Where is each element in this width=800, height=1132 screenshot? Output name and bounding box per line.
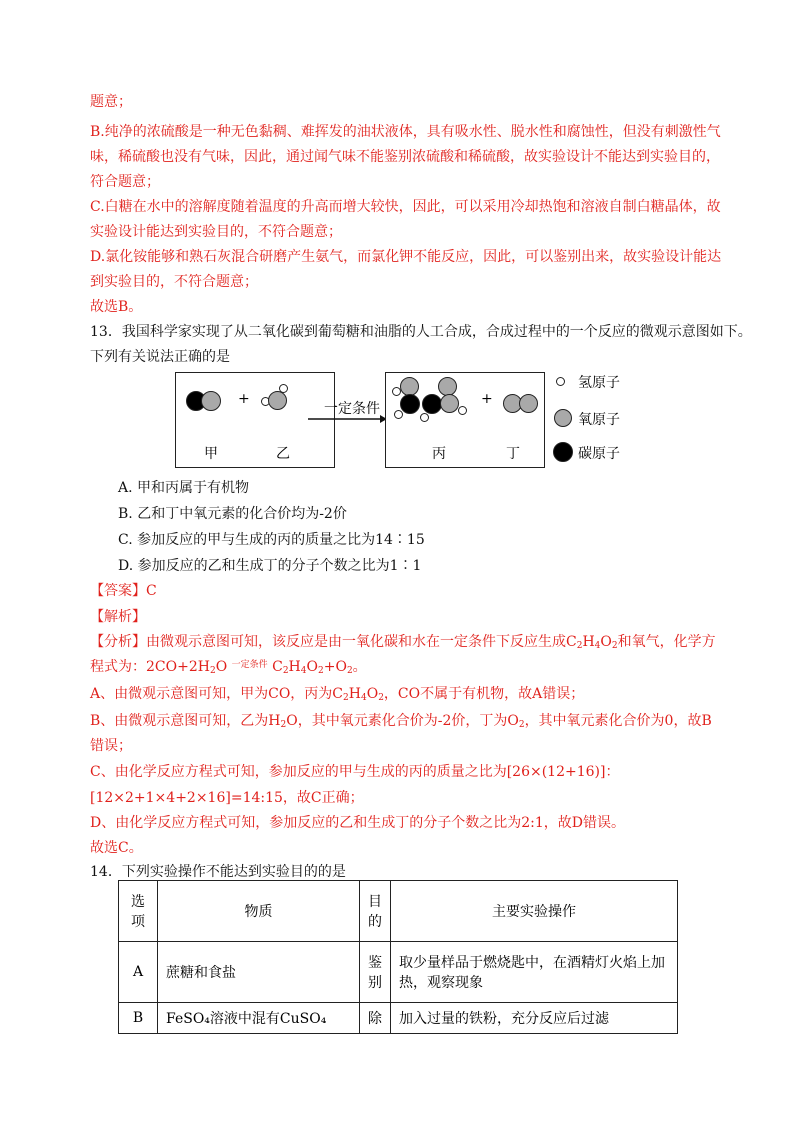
row-option: B bbox=[119, 1003, 158, 1034]
analysis-title: 【解析】 bbox=[90, 609, 146, 625]
oxygen-atom bbox=[519, 394, 538, 413]
row-purpose: 除 bbox=[360, 1003, 391, 1034]
row-operation: 取少量样品于燃烧匙中，在酒精灯火焰上加热，观察现象 bbox=[391, 942, 678, 1003]
option-d: D. 参加反应的乙和生成丁的分子个数之比为1∶1 bbox=[118, 558, 422, 574]
carbon-atom bbox=[422, 394, 442, 414]
hydrogen-atom bbox=[420, 413, 429, 422]
legend-hydrogen: 氢原子 bbox=[578, 375, 620, 391]
plus-sign: + bbox=[481, 391, 493, 407]
carbon-legend-icon bbox=[553, 442, 573, 462]
analysis-line: 【分析】由微观示意图可知，该反应是由一氧化碳和水在一定条件下反应生成$C_2H_4O_2$和氧气，化学方 bbox=[90, 634, 716, 651]
header-purpose: 目的 bbox=[360, 881, 391, 942]
row-purpose: 鉴别 bbox=[360, 942, 391, 1003]
question-13-stem-2: 下列有关说法正确的是 bbox=[90, 349, 230, 365]
analysis-c: C、由化学反应方程式可知，参加反应的甲与生成的丙的质量之比为[26×(12+16)]： bbox=[90, 764, 620, 780]
explanation-line: B.纯净的浓硫酸是一种无色黏稠、难挥发的油状液体，具有吸水性、脱水性和腐蚀性，但没有刺激性气 bbox=[90, 124, 721, 140]
analysis-a: A、由微观示意图可知，甲为CO，丙为$C_2H_4O_2$，CO不属于有机物，故A错误； bbox=[90, 686, 585, 703]
table-header-row bbox=[119, 881, 678, 942]
analysis-equation: 程式为：$2CO+2H_2O$ $^{一定条件}$ $C_2H_4O_2+O_2$。 bbox=[90, 659, 367, 676]
legend-carbon: 碳原子 bbox=[578, 446, 620, 462]
analysis-d: D、由化学反应方程式可知，参加反应的乙和生成丁的分子个数之比为2:1，故D错误。 bbox=[90, 815, 625, 831]
option-b: B. 乙和丁中氧元素的化合价均为-2价 bbox=[118, 506, 347, 522]
oxygen-legend-icon bbox=[554, 409, 572, 427]
conclusion: 故选C。 bbox=[90, 840, 143, 856]
condition-label: 一定条件 bbox=[324, 401, 380, 417]
label-bing: 丙 bbox=[432, 446, 446, 462]
row-substance: FeSO₄溶液中混有CuSO₄ bbox=[158, 1003, 360, 1034]
reaction-arrow-icon bbox=[308, 414, 388, 424]
carbon-atom bbox=[400, 394, 420, 414]
hydrogen-atom bbox=[458, 406, 467, 415]
table-row bbox=[119, 1003, 678, 1034]
explanation-line: 符合题意； bbox=[90, 174, 160, 190]
question-13-stem: 13．我国科学家实现了从二氧化碳到葡萄糖和油脂的人工合成，合成过程中的一个反应的微观示意图如下。 bbox=[90, 324, 752, 340]
oxygen-atom bbox=[268, 391, 287, 410]
label-ding: 丁 bbox=[506, 446, 520, 462]
experiment-table bbox=[118, 880, 678, 1034]
option-a: A. 甲和丙属于有机物 bbox=[118, 480, 250, 496]
explanation-line: C.白糖在水中的溶解度随着温度的升高而增大较快，因此，可以采用冷却热饱和溶液自制白糖晶体，故 bbox=[90, 199, 721, 215]
analysis-b: B、由微观示意图可知，乙为$H_2O$，其中氧元素化合价为-2价，丁为$O_2$，其中氧元素化合价为0，故B bbox=[90, 713, 712, 730]
hydrogen-legend-icon bbox=[556, 377, 565, 386]
label-jia: 甲 bbox=[204, 446, 218, 462]
label-yi: 乙 bbox=[276, 446, 290, 462]
oxygen-atom bbox=[201, 391, 221, 411]
explanation-line: 到实验目的，不符合题意； bbox=[90, 274, 258, 290]
row-operation: 加入过量的铁粉，充分反应后过滤 bbox=[391, 1003, 678, 1034]
products-box bbox=[385, 372, 545, 468]
analysis-b-cont: 错误； bbox=[90, 738, 132, 754]
header-option: 选项 bbox=[119, 881, 158, 942]
option-c: C. 参加反应的甲与生成的丙的质量之比为14∶15 bbox=[118, 532, 425, 548]
question-14-stem: 14．下列实验操作不能达到实验目的的是 bbox=[90, 864, 346, 880]
explanation-line: 题意； bbox=[90, 94, 132, 110]
explanation-line: 味，稀硫酸也没有气味，因此，通过闻气味不能鉴别浓硫酸和稀硫酸，故实验设计不能达到实验目的， bbox=[90, 149, 720, 165]
explanation-line: D.氯化铵能够和熟石灰混合研磨产生氨气，而氯化钾不能反应，因此，可以鉴别出来，故实验设计能达 bbox=[90, 249, 722, 265]
answer: 【答案】C bbox=[90, 583, 157, 599]
hydrogen-atom bbox=[279, 384, 288, 393]
row-option: A bbox=[119, 942, 158, 1003]
explanation-line: 实验设计能达到实验目的，不符合题意； bbox=[90, 224, 342, 240]
explanation-line: 故选B。 bbox=[90, 299, 143, 315]
header-operation: 主要实验操作 bbox=[391, 881, 678, 942]
oxygen-atom bbox=[440, 394, 459, 413]
row-substance: 蔗糖和食盐 bbox=[158, 942, 360, 1003]
table-row bbox=[119, 942, 678, 1003]
hydrogen-atom bbox=[394, 410, 403, 419]
plus-sign: + bbox=[238, 391, 250, 407]
analysis-c-cont: [12×2+1×4+2×16]=14:15，故C正确； bbox=[90, 790, 364, 806]
header-substance: 物质 bbox=[158, 881, 360, 942]
legend-oxygen: 氧原子 bbox=[578, 412, 620, 428]
